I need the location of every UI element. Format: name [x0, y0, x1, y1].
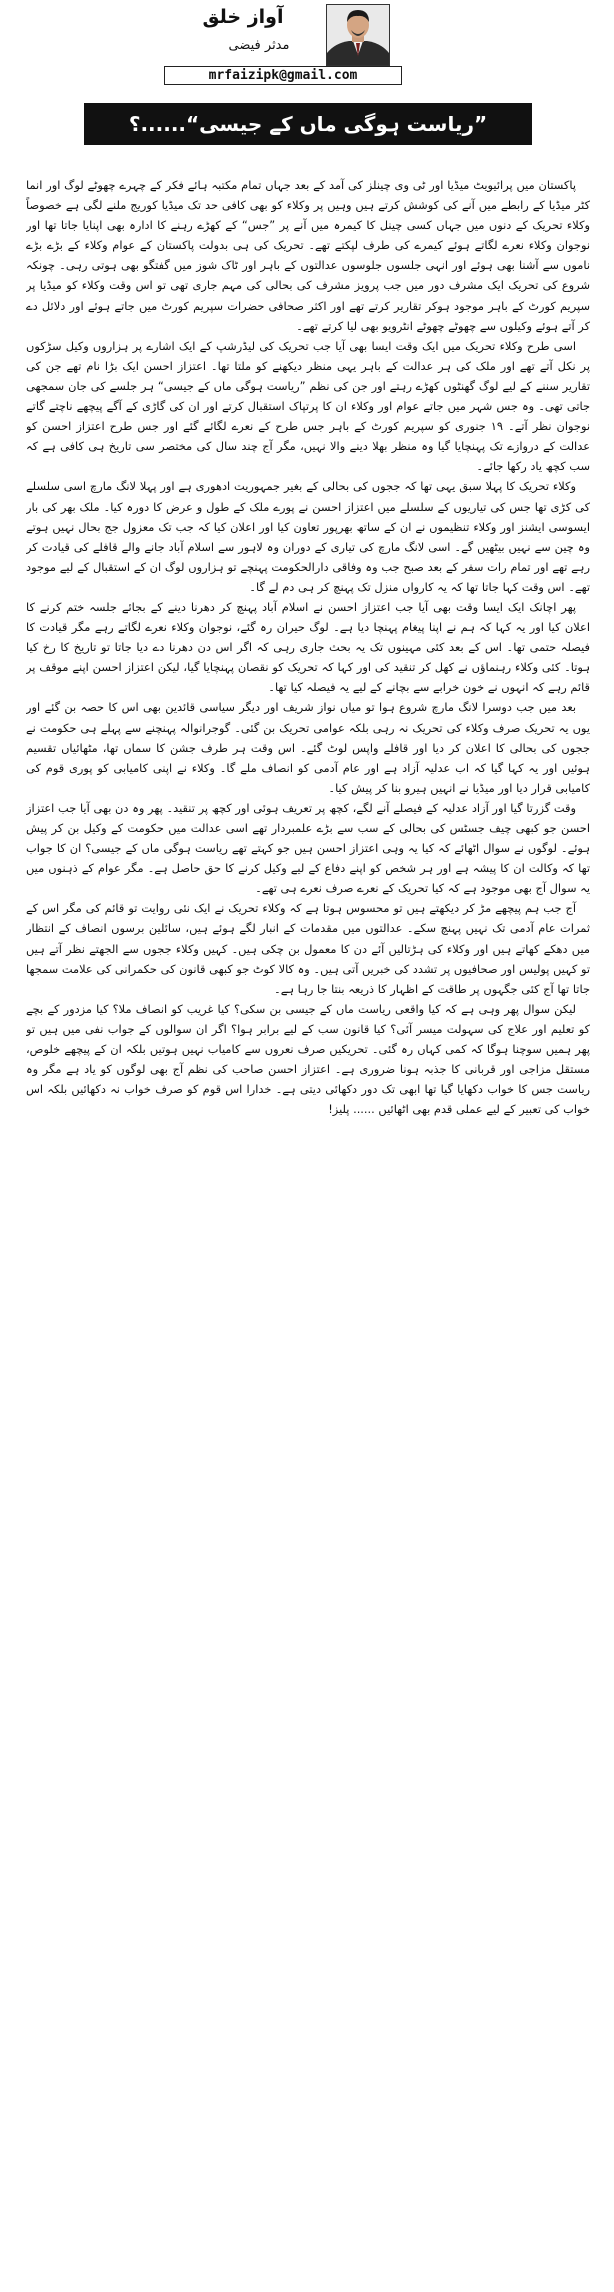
article-paragraph: آج جب ہم پیچھے مڑ کر دیکھتے ہیں تو محسوس ہوتا ہے کہ وکلاء تحریک نے ایک نئی روایت تو قائم کی مگر اس کے ثمرات عام آدمی تک نہیں پہنچ سکے۔ عدالتوں میں مقدمات کے انبار لگے ہوئے ہیں، سائلین برسوں انصاف کے انتظار میں دھکے کھاتے ہیں اور وکلاء کی ہڑتالیں آئے دن کا معمول بن چکی ہیں۔ کہیں وکلاء ججوں سے الجھتے نظر آتے ہیں تو کہیں پولیس اور صحافیوں پر تشدد کی خبریں آتی ہیں۔ وہ کالا کوٹ جو کبھی قانون کی حکمرانی کی علامت سمجھا جاتا تھا آج کئی جگہوں پر طاقت کے اظہار کا ذریعہ بنتا جا رہا ہے۔: [26, 901, 590, 996]
article-paragraph: وقت گزرتا گیا اور آزاد عدلیہ کے فیصلے آنے لگے، کچھ پر تعریف ہوئی اور کچھ پر تنقید۔ پھر وہ دن بھی آیا جب اعتزاز احسن جو کبھی چیف جسٹس کی بحالی کے سب سے بڑے علمبردار تھے اسی عدالت میں حکومت کے وکیل بن کر پیش ہوئے۔ لوگوں نے سوال اٹھائے کہ کیا یہ وہی اعتزاز احسن ہیں جو کہتے تھے ریاست ہوگی ماں کے جیسی؟ ان کا جواب تھا کہ وکالت ان کا پیشہ ہے اور ہر شخص کو اپنے دفاع کے لیے وکیل کرنے کا حق حاصل ہے۔ مگر عوام کے ذہنوں میں یہ سوال آج بھی موجود ہے کہ کیا تحریک کے نعرے صرف نعرے ہی تھے۔: [26, 800, 590, 896]
article-paragraph: لیکن سوال پھر وہی ہے کہ کیا واقعی ریاست ماں کے جیسی بن سکی؟ کیا غریب کو انصاف ملا؟ کیا مزدور کے بچے کو تعلیم اور علاج کی سہولت میسر آئی؟ کیا قانون سب کے لیے برابر ہوا؟ اگر ان سوالوں کے جواب نفی میں ہیں تو پھر ہمیں سوچنا ہوگا کہ کمی کہاں رہ گئی۔ تحریکیں صرف نعروں سے کامیاب نہیں ہوتیں بلکہ ان کے پیچھے خلوص، مستقل مزاجی اور قربانی کا جذبہ ہونا ضروری ہے۔ اعتزاز احسن صاحب کی نظم آج بھی لوگوں کو یاد ہے مگر وہ ریاست جس کا خواب دکھایا گیا تھا ابھی تک دور دکھائی دیتی ہے۔ خدارا اس قوم کو صرف خواب نہ دکھائیں بلکہ اس خواب کی تعبیر کے لیے عملی قدم بھی اٹھائیں ...... پلیز!: [26, 1001, 590, 1117]
article-paragraph: وکلاء تحریک کا پہلا سبق یہی تھا کہ ججوں کی بحالی کے بغیر جمہوریت ادھوری ہے اور پہلا لانگ مارچ اسی سلسلے کی کڑی تھا جس کی تیاریوں کے سلسلے میں اعتزاز احسن نے پورے ملک کے طول و عرض کا دورہ کیا۔ ملک بھر کی بار ایسوسی ایشنز اور وکلاء تنظیموں نے ان کے ساتھ بھرپور تعاون کیا اور اعلان کیا کہ جب تک معزول جج بحال نہیں ہوتے وہ چین سے نہیں بیٹھیں گے۔ اسی لانگ مارچ کی تیاری کے دوران وہ لاہور سے اسلام آباد جانے والے قافلے کی قیادت کر رہے تھے اور تمام رات سفر کے بعد صبح جب وہ وفاقی دارالحکومت پہنچے تو ہزاروں لوگ ان کے استقبال کے لیے موجود تھے۔ اس وقت کہا جاتا تھا کہ یہ کارواں منزل تک پہنچ کر ہی دم لے گا۔: [26, 479, 590, 594]
author-portrait-icon: [326, 4, 390, 66]
article-paragraph: پھر اچانک ایک ایسا وقت بھی آیا جب اعتزاز احسن نے اسلام آباد پہنچ کر دھرنا دینے کے بجائے جلسہ ختم کرنے کا اعلان کیا اور یہ کہا کہ ہم نے اپنا پیغام پہنچا دیا ہے۔ لوگ حیران رہ گئے، نوجوان وکلاء نعرے لگاتے رہے مگر قیادت کا فیصلہ حتمی تھا۔ اس کے بعد کئی مہینوں تک یہ بحث جاری رہی کہ اگر اس دن دھرنا دے دیا جاتا تو تاریخ کا رخ کیا ہوتا۔ کئی وکلاء رہنماؤں نے کھل کر تنقید کی اور کہا کہ تحریک کو نقصان پہنچایا گیا، لیکن اعتزاز احسن اپنے موقف پر قائم رہے کہ انہوں نے خون خرابے سے بچانے کے لیے یہ فیصلہ کیا تھا۔: [26, 599, 590, 695]
author-name: مدثر فیضی: [228, 38, 290, 53]
article-title: ”ریاست ہوگی ماں کے جیسی“......؟: [84, 103, 532, 145]
article-paragraph: بعد میں جب دوسرا لانگ مارچ شروع ہوا تو میاں نواز شریف اور دیگر سیاسی قائدین بھی اس کا حصہ بن گئے اور یوں یہ تحریک صرف وکلاء کی تحریک نہ رہی بلکہ عوامی تحریک بن گئی۔ گوجرانوالہ پہنچنے سے پہلے ہی حکومت نے ججوں کی بحالی کا اعلان کر دیا اور قافلے واپس لوٹ گئے۔ اس وقت ہر طرف جشن کا سماں تھا، مٹھائیاں تقسیم ہوئیں اور یہ کہا گیا کہ اب عدلیہ آزاد ہے اور عام آدمی کو انصاف ملے گا۔ وکلاء نے اپنی کامیابی کو پوری قوم کی کامیابی قرار دیا اور میڈیا نے انہیں ہیرو بنا کر پیش کیا۔: [26, 700, 590, 795]
column-header: [164, 0, 404, 86]
article-paragraph: اسی طرح وکلاء تحریک میں ایک وقت ایسا بھی آیا جب تحریک کی لیڈرشپ کے ایک اشارے پر ہزاروں وکیل سڑکوں پر نکل آتے تھے اور ملک کی ہر عدالت کے باہر یہی منظر دیکھنے کو ملتا تھا۔ اعتزاز احسن ایک بڑا نام تھے جن کی تقاریر سننے کے لیے لوگ گھنٹوں کھڑے رہتے اور جن کی نظم ”ریاست ہوگی ماں کے جیسی“ ہر جلسے کی جان سمجھی جاتی تھی۔ وہ جس شہر میں جاتے عوام اور وکلاء ان کا پرتپاک استقبال کرتے اور ان کی گاڑی کے آگے پیچھے ناچتے گاتے نوجوان نظر آتے۔ ۱۹ جنوری کو سپریم کورٹ کے باہر جس طرح کے نعرے لگائے گئے اور جس طرح اعتزاز احسن کو عدالت کے دروازے تک پہنچایا گیا وہ منظر بھلا دینے والا نہیں، مگر آج چند سال کی مختصر سی تاریخ ہی کافی ہے کہ سب کچھ یاد رکھا جائے۔: [26, 338, 590, 474]
article-body: [26, 175, 590, 2280]
article-paragraph: پاکستان میں پرائیویٹ میڈیا اور ٹی وی چینلز کی آمد کے بعد جہاں تمام مکتبہ ہائے فکر کے چہرے چھوٹے لوگ اور انما کٹر میڈیا کے رابطے میں آنے کی کوشش کرتے ہیں وہیں پر وکلاء کو بھی کافی حد تک میڈیا کوریج ملنے لگی ہے خصوصاً وکلاء تحریک کے دنوں میں جہاں کسی چینل کا کیمرہ میں آنے پر ”جس“ کے کھڑے رہنے کا ادارہ بھی اپنایا جاتا تھا اور نوجوان وکلاء نعرے لگاتے ہوئے کیمرے کی طرف لپکتے تھے۔ تحریک کی ہی بدولت پاکستان کے عوام وکلاء کے بڑے بڑے ناموں سے آشنا بھی ہوئے اور انہی جلسوں جلوسوں عدالتوں کے باہر اور ٹاک شوز میں گفتگو بھی ہوتی رہی۔ چونکہ شروع کی تحریک ایک مشرف دور میں جب پرویز مشرف کی بحالی کی مہم جاری تھی تو اس وقت وکلاء کو میڈیا پر سپریم کورٹ کے باہر موجود ہوکر تقاریر کرتے تھے اور اکثر صحافی حضرات سپریم کورٹ میں جاتے ہوئے اور دلائل دے کر آتے ہوئے وکیلوں سے چھوٹے چھوٹے انٹرویو بھی لیا کرتے تھے۔: [26, 178, 590, 333]
author-email: mrfaizipk@gmail.com: [164, 66, 402, 85]
column-name: آواز خلق: [202, 6, 284, 28]
